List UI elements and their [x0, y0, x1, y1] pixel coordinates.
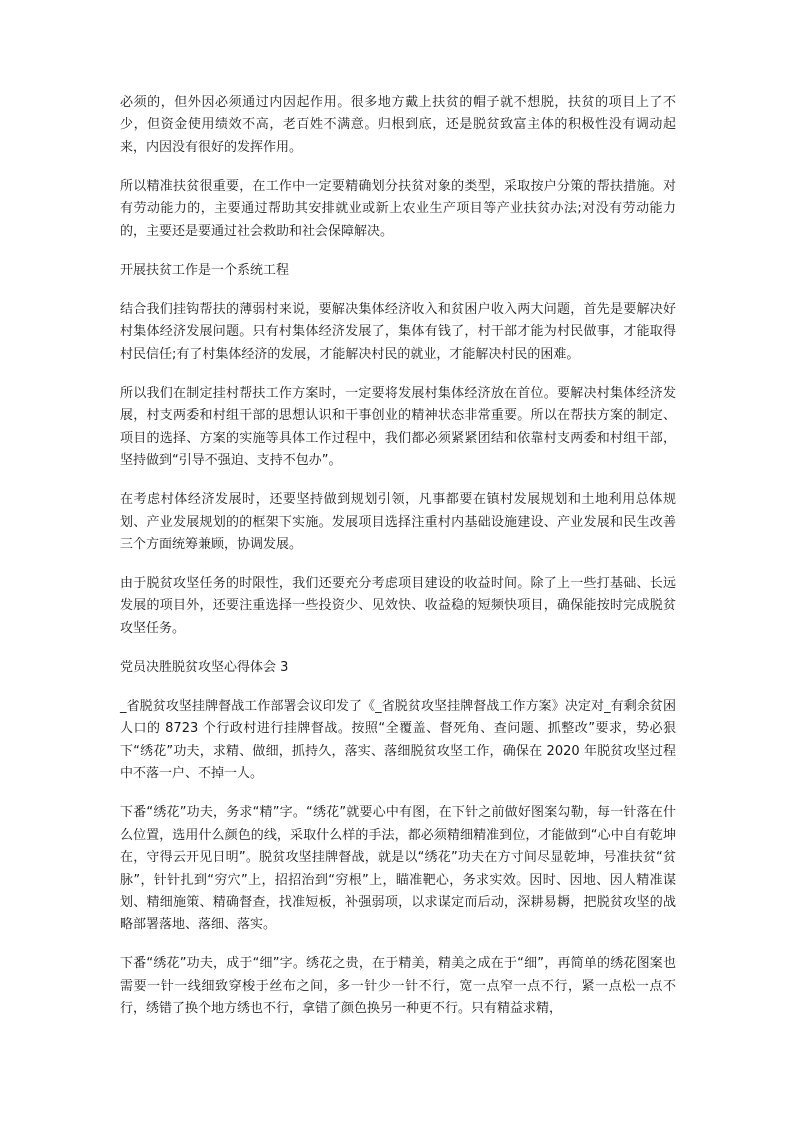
paragraph-detail: 下番“绣花”功夫，成于“细”字。绣花之贵，在于精美，精美之成在于“细”，再简单的绣花图案也需要一针一线细致穿梭于丝布之间，多一针少一针不行，宽一点窄一点不行，紧一点松一点不行，绣错了换个地方绣也不行，拿错了颜色换另一种更不行。只有精益求精，	[120, 956, 676, 1017]
paragraph-assistance-plan: 所以我们在制定挂村帮扶工作方案时，一定要将发展村集体经济放在首位。要解决村集体经济发展，村支两委和村组干部的思想认识和干事创业的精神状态非常重要。所以在帮扶方案的制定、项目的选择、方案的实施等具体工作过程中，我们都必须紧紧团结和依靠村支两委和村组干部，坚持做到“引导不强迫、支持不包办”。	[120, 385, 676, 469]
paragraph-supervision-plan: _省脱贫攻坚挂牌督战工作部署会议印发了《_省脱贫攻坚挂牌督战工作方案》决定对_有剩余贫困人口的 8723 个行政村进行挂牌督战。按照“全覆盖、督死角、查问题、抓整改”要求，势必狠下“绣花”功夫，求精、做细，抓持久，落实、落细脱贫攻坚工作，确保在 2020 年脱贫攻坚过程中不落一户、不掉一人。	[120, 699, 676, 782]
section-heading-systematic-project: 开展扶贫工作是一个系统工程	[120, 262, 290, 278]
paragraph-inner-cause: 必须的，但外因必须通过内因起作用。很多地方戴上扶贫的帽子就不想脱，扶贫的项目上了不少，但资金使用绩效不高，老百姓不满意。归根到底，还是脱贫致富主体的积极性没有调动起来，内因没有很好的发挥作用。	[120, 95, 676, 155]
paragraph-project-returns: 由于脱贫攻坚任务的时限性，我们还要充分考虑项目建设的收益时间。除了上一些打基础、长远发展的项目外，还要注重选择一些投资少、见效快、收益稳的短频快项目，确保能按时完成脱贫攻坚任务。	[120, 576, 676, 636]
section-heading-experience-3: 党员决胜脱贫攻坚心得体会 3	[120, 659, 289, 675]
paragraph-village-collective-economy: 结合我们挂钩帮扶的薄弱村来说，要解决集体经济收入和贫困户收入两大问题，首先是要解决好村集体经济发展问题。只有村集体经济发展了，集体有钱了，村干部才能为村民做事，才能取得村民信任;有了村集体经济的发展，才能解决村民的就业，才能解决村民的困难。	[120, 301, 676, 362]
document-body	[120, 92, 676, 1037]
paragraph-precision: 下番“绣花”功夫，务求“精”字。“绣花”就要心中有图，在下针之前做好图案勾勒，每一针落在什么位置，选用什么颜色的线，采取什么样的手法，都必须精细精准到位，才能做到“心中自有乾坤在，守得云开见日明”。脱贫攻坚挂牌督战，就是以“绣花”功夫在方寸间尽显乾坤，号准扶贫“贫脉”，针针扎到“穷穴”上，招招治到“穷根”上，瞄准靶心，务求实效。因时、因地、因人精准谋划、精细施策、精确督查，找准短板，补强弱项，以求谋定而后动，深耕易耨，把脱贫攻坚的战略部署落地、落细、落实。	[120, 805, 676, 933]
paragraph-planning-guidance: 在考虑村体经济发展时，还要坚持做到规划引领，凡事都要在镇村发展规划和土地利用总体规划、产业发展规划的的框架下实施。发展项目选择注重村内基础设施建设、产业发展和民生改善三个方面统筹兼顾，协调发展。	[120, 492, 676, 552]
paragraph-precise-poverty-alleviation: 所以精准扶贫很重要，在工作中一定要精确划分扶贫对象的类型，采取按户分策的帮扶措施。对有劳动能力的，主要通过帮助其安排就业或新上农业生产项目等产业扶贫办法;对没有劳动能力的，主要还是要通过社会救助和社会保障解决。	[120, 178, 676, 239]
